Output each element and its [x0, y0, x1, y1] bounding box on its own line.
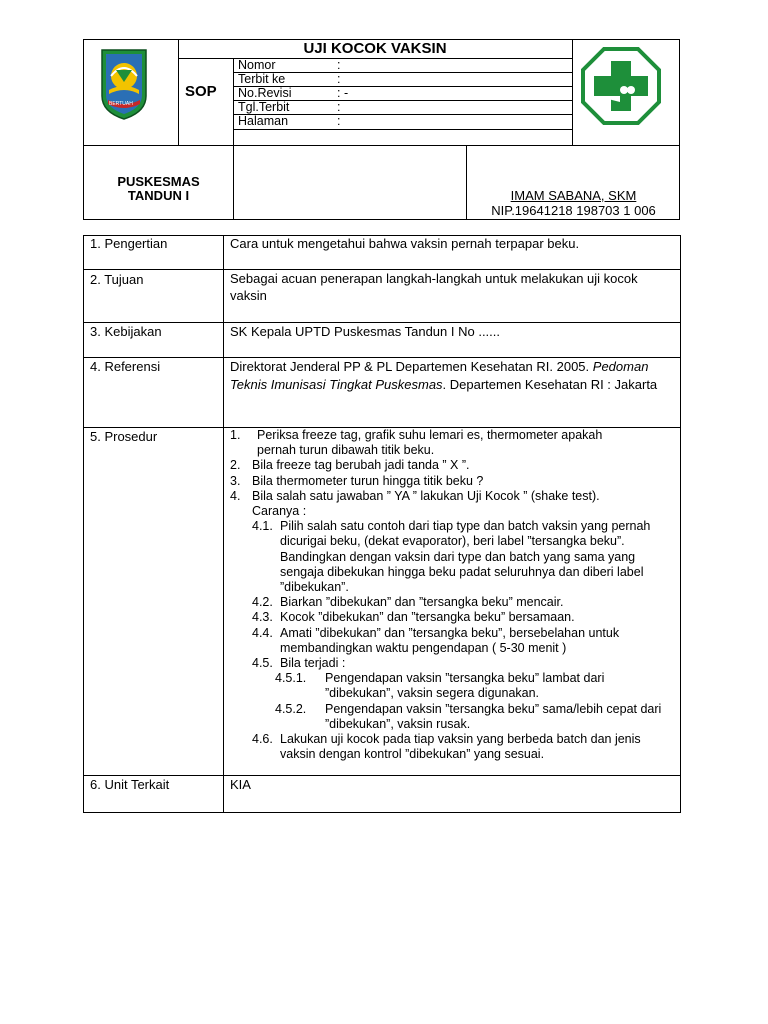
list-item: 4.1. Pilih salah satu contoh dari tiap type dan batch vaksin yang pernah dicurigai beku, (dekat evaporator), beri label ”tersangka beku”. Bandingkan dengan vaksin dari type dan batch yang sama yang sengaja dibekukan hingga beku padat seluruhnya dan diberi label ”dibekukan”. [252, 519, 651, 595]
row-text-tujuan: Sebagai acuan penerapan langkah-langkah untuk melakukan uji kocok vaksin [230, 271, 638, 303]
list-item: 4.5.2. Pengendapan vaksin ”tersangka beku” sama/lebih cepat dari ”dibekukan”, vaksin rusak. [275, 701, 662, 731]
signer-name: IMAM SABANA, SKM [510, 188, 637, 203]
list-item: 4.5.1. Pengendapan vaksin ”tersangka beku” lambat dari ”dibekukan”, vaksin segera digunakan. [275, 671, 605, 701]
row-label-kebijakan: 3. Kebijakan [90, 324, 162, 339]
puskesmas-logo [580, 46, 662, 126]
meta-label-terbit: Terbit ke [238, 72, 286, 86]
list-item: 4.6. Lakukan uji kocok pada tiap vaksin yang berbeda batch dan jenis vaksin dengan kontrol ”dibekukan” yang sesuai. [252, 732, 641, 762]
row-label-pengertian: 1. Pengertian [90, 236, 168, 251]
meta-value-tgl: : [337, 100, 341, 114]
referensi-book-title: Pedoman Teknis Imunisasi Tingkat Puskesmas [230, 359, 649, 392]
header-divider [233, 145, 234, 220]
list-item: 2. Bila freeze tag berubah jadi tanda ” X ”. [230, 458, 470, 473]
row-text-unit-terkait: KIA [230, 777, 251, 792]
document-title: UJI KOCOK VAKSIN [303, 40, 447, 57]
referensi-text-part1: Direktorat Jenderal PP & PL Departemen Kesehatan RI. 2005. [230, 359, 590, 374]
list-item: 1. Periksa freeze tag, grafik suhu lemari es, thermometer apakah pernah turun dibawah titik beku. [230, 428, 603, 458]
list-item: 4.4. Amati ”dibekukan” dan ”tersangka beku”, bersebelahan untuk membandingkan waktu pengendapan ( 5-30 menit ) [252, 625, 620, 655]
meta-value-nomor: : [337, 58, 341, 72]
list-item: 4.5. Bila terjadi : [252, 656, 346, 671]
row-label-referensi: 4. Referensi [90, 359, 161, 374]
row-label-unit-terkait: 6. Unit Terkait [90, 777, 170, 792]
list-item: 4.3. Kocok ”dibekukan” dan ”tersangka beku” bersamaan. [252, 610, 575, 625]
row-text-referensi [230, 358, 675, 393]
header-divider [83, 145, 680, 146]
meta-divider [233, 129, 572, 130]
org-name-line2: TANDUN I [127, 188, 190, 203]
prosedur-list [230, 428, 675, 762]
list-item: 4. Bila salah satu jawaban ” YA ” lakukan Uji Kocok ” (shake test). Caranya : [230, 488, 600, 519]
header-divider [572, 39, 573, 145]
emblem-ribbon-text: BERTUAH [109, 101, 133, 107]
meta-value-terbit: : [337, 72, 341, 86]
row-label-prosedur: 5. Prosedur [90, 429, 158, 444]
meta-label-revisi: No.Revisi [238, 86, 292, 100]
list-item: 4.2. Biarkan ”dibekukan” dan ”tersangka beku” mencair. [252, 595, 564, 610]
org-name-line1: PUSKESMAS [117, 174, 200, 189]
signer-nip: NIP.19641218 198703 1 006 [491, 203, 656, 218]
meta-label-tgl: Tgl.Terbit [238, 100, 290, 114]
meta-value-revisi: : - [337, 86, 349, 100]
meta-label-halaman: Halaman [238, 114, 289, 128]
row-label-tujuan: 2. Tujuan [90, 272, 144, 287]
referensi-text-part2: . Departemen Kesehatan RI : Jakarta [442, 376, 658, 392]
meta-value-halaman: : [337, 114, 341, 128]
meta-label-nomor: Nomor [238, 58, 276, 72]
list-item: 3. Bila thermometer turun hingga titik beku ? [230, 473, 484, 488]
row-text-pengertian: Cara untuk mengetahui bahwa vaksin pernah terpapar beku. [230, 236, 580, 251]
sop-label: SOP [185, 83, 217, 100]
regional-emblem-logo [98, 46, 150, 122]
row-text-kebijakan: SK Kepala UPTD Puskesmas Tandun I No ...... [230, 324, 500, 339]
